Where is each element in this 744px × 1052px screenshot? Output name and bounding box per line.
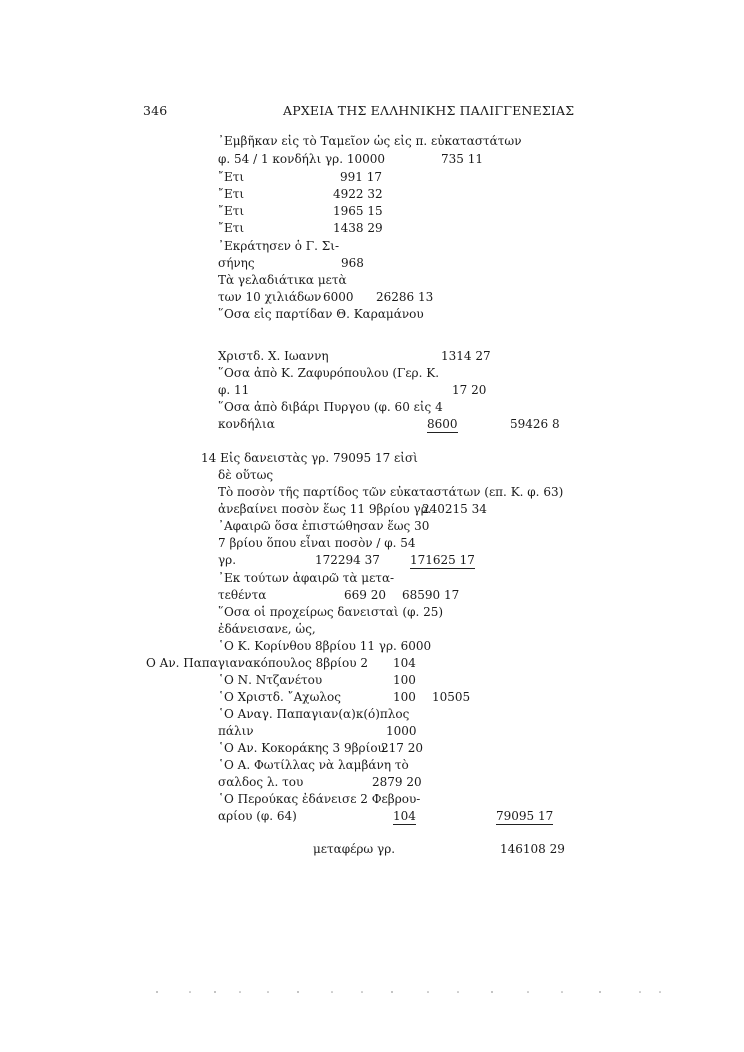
amount: 217 20 <box>381 741 423 755</box>
scan-speckle <box>0 986 744 998</box>
running-title: ΑΡΧΕΙΑ ΤΗΣ ΕΛΛΗΝΙΚΗΣ ΠΑΛΙΓΓΕΝΕΣΙΑΣ <box>283 103 575 118</box>
text-line: ῞Οσα ἀπὸ Κ. Ζαφυρόπουλου (Γερ. Κ. <box>218 366 440 380</box>
text-line: σαλδος λ. του <box>218 775 304 789</box>
amount: 240215 34 <box>422 502 487 516</box>
text-line: ῞Οσα οἱ προχείρως δανεισταὶ (φ. 25) <box>218 605 444 619</box>
text-line: ῎Ετι <box>218 204 245 218</box>
text-line: ῾Ο Χριστδ. ῎Αχωλος <box>218 690 341 704</box>
text-line: των 10 χιλιάδων <box>218 290 322 304</box>
amount-underlined: 79095 17 <box>496 809 554 823</box>
amount: 1314 27 <box>441 349 491 363</box>
text-line: ῞Οσα εἰς παρτίδαν Θ. Καραμάνου <box>218 307 424 321</box>
text-line: γρ. <box>218 553 237 567</box>
amount-underlined: 8600 <box>427 417 458 431</box>
amount-underlined: 171625 17 <box>410 553 475 567</box>
text-line: ῎Ετι <box>218 221 245 235</box>
text-line: πάλιν <box>218 724 254 738</box>
text-line: δὲ οὕτως <box>218 468 274 482</box>
text-line: ῞Οσα ἀπὸ διβάρι Πυργου (φ. 60 εἰς 4 <box>218 400 443 414</box>
text-line: ῾Ο Αναγ. Παπαγιαν(α)κ(ό)πλος <box>218 707 410 721</box>
amount: 17 20 <box>452 383 487 397</box>
text-line: φ. 54 / 1 κονδήλι γρ. 10000 <box>218 152 386 166</box>
text-line: μεταφέρω γρ. <box>313 842 396 856</box>
amount-underlined: 104 <box>393 809 416 823</box>
amount: 10505 <box>432 690 471 704</box>
amount: 146108 29 <box>500 842 565 856</box>
text-line: τεθέντα <box>218 588 267 602</box>
amount: 968 <box>341 256 364 270</box>
text-line: ῾Ο Ν. Ντζανέτου <box>218 673 323 687</box>
amount: 991 17 <box>340 170 382 184</box>
amount: 100 <box>393 690 416 704</box>
text-line: ᾿Εκ τούτων ἀφαιρῶ τὰ μετα- <box>218 571 395 585</box>
text-line: 14 Εἰς δανειστὰς γρ. 79095 17 εἰσὶ <box>201 451 418 465</box>
text-line: ῎Ετι <box>218 187 245 201</box>
amount: 100 <box>393 673 416 687</box>
text-line: Χριστδ. Χ. Ιωαννη <box>218 349 329 363</box>
amount: 68590 17 <box>402 588 460 602</box>
text-line: Τὰ γελαδιάτικα μετὰ <box>218 273 347 287</box>
text-line: ῾Ο Α. Φωτίλλας νὰ λαμβάνη τὸ <box>218 758 409 772</box>
text-line: σήνης <box>218 256 255 270</box>
text-line: αρίου (φ. 64) <box>218 809 297 823</box>
amount: 2879 20 <box>372 775 422 789</box>
text-line: ἐδάνεισανε, ὡς, <box>218 622 316 636</box>
amount: 172294 37 <box>315 553 380 567</box>
text-line: Τὸ ποσὸν τῆς παρτίδος τῶν εὐκαταστάτων (επ. Κ. φ. 63) <box>218 485 564 499</box>
text-line: κονδήλια <box>218 417 275 431</box>
text-line: ῾Ο Αν. Κοκοράκης 3 9βρίου <box>218 741 385 755</box>
text-line: ᾿Εκράτησεν ὁ Γ. Σι- <box>218 239 340 253</box>
amount: 4922 32 <box>333 187 383 201</box>
text-line: ᾿Αφαιρῶ ὅσα ἐπιστώθησαν ἕως 30 <box>218 519 430 533</box>
text-line: φ. 11 <box>218 383 250 397</box>
amount: 1438 29 <box>333 221 383 235</box>
amount: 6000 <box>323 290 354 304</box>
text-line: ῾Ο Περούκας ἐδάνεισε 2 Φεβρου- <box>218 792 421 806</box>
page-number: 346 <box>143 103 168 118</box>
amount: 104 <box>393 656 416 670</box>
text-line: ῾Ο Κ. Κορίνθου 8βρίου 11 γρ. 6000 <box>218 639 432 653</box>
text-line: ῎Ετι <box>218 170 245 184</box>
text-line: ἀνεβαίνει ποσὸν ἕως 11 9βρίου γρ. <box>218 502 432 516</box>
text-line: 7 βρίου ὅπου εἶναι ποσὸν / φ. 54 <box>218 536 416 550</box>
text-line: Ο Αν. Παπαγιανακόπουλος 8βρίου 2 <box>146 656 368 670</box>
amount: 59426 8 <box>510 417 560 431</box>
text-line: ᾿Εμβῆκαν εἰς τὸ Ταμεῖον ὡς εἰς π. εὐκαταστάτων <box>218 134 522 148</box>
amount: 1965 15 <box>333 204 383 218</box>
amount: 1000 <box>386 724 417 738</box>
amount: 26286 13 <box>376 290 434 304</box>
amount: 735 11 <box>441 152 483 166</box>
amount: 669 20 <box>344 588 386 602</box>
